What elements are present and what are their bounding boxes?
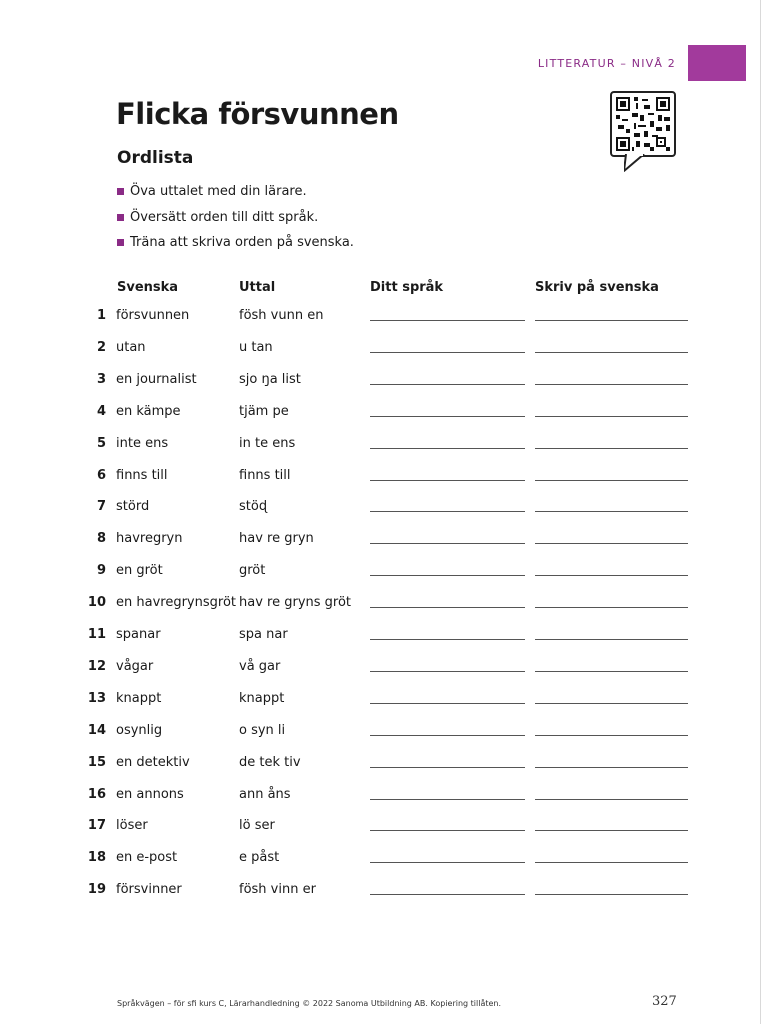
pronunciation: hav re gryns gröt — [239, 595, 352, 611]
row-number: 17 — [87, 818, 106, 834]
swedish-word: utan — [116, 339, 146, 355]
write-line-ditt-sprak[interactable] — [370, 735, 525, 736]
column-header-svenska: Svenska — [117, 280, 179, 295]
row-number: 9 — [96, 563, 106, 579]
swedish-word: en detektiv — [116, 754, 190, 770]
pronunciation: gröt — [239, 563, 266, 579]
swedish-word: spanar — [116, 627, 161, 642]
row-number: 18 — [87, 850, 106, 866]
swedish-word: en gröt — [116, 563, 163, 579]
write-line-ditt-sprak[interactable] — [370, 639, 525, 640]
table-row — [0, 396, 768, 428]
write-line-ditt-sprak[interactable] — [370, 671, 525, 672]
table-row — [0, 523, 768, 555]
write-line-svenska[interactable] — [535, 862, 688, 863]
row-number: 14 — [87, 722, 106, 738]
table-row — [0, 460, 768, 492]
swedish-word: en annons — [116, 786, 184, 802]
table-row — [0, 683, 768, 715]
write-line-svenska[interactable] — [535, 480, 688, 481]
section-heading: Ordlista — [117, 148, 194, 168]
write-line-ditt-sprak[interactable] — [370, 543, 525, 544]
bullet-icon — [117, 214, 124, 221]
pronunciation: de tek tiv — [239, 754, 301, 770]
swedish-word: vågar — [116, 658, 154, 674]
row-number: 11 — [87, 627, 106, 642]
swedish-word: löser — [116, 818, 148, 834]
table-row — [0, 810, 768, 842]
write-line-svenska[interactable] — [535, 607, 688, 608]
row-number: 3 — [96, 371, 106, 387]
write-line-ditt-sprak[interactable] — [370, 448, 525, 449]
write-line-svenska[interactable] — [535, 639, 688, 640]
instruction-item: Översätt orden till ditt språk. — [117, 205, 354, 231]
row-number: 2 — [96, 339, 106, 355]
swedish-word: en havregrynsgröt — [116, 595, 236, 611]
row-number: 15 — [87, 754, 106, 770]
table-row — [0, 332, 768, 364]
table-row — [0, 651, 768, 683]
pronunciation: ann åns — [239, 786, 291, 802]
section-label: LITTERATUR – NIVÅ 2 — [537, 57, 676, 70]
write-line-svenska[interactable] — [535, 830, 688, 831]
pronunciation: in te ens — [239, 435, 296, 451]
swedish-word: försvunnen — [116, 308, 190, 323]
swedish-word: en journalist — [116, 371, 197, 387]
write-line-ditt-sprak[interactable] — [370, 575, 525, 576]
row-number: 7 — [96, 499, 106, 515]
table-row — [0, 619, 768, 651]
row-number: 12 — [87, 658, 106, 674]
write-line-svenska[interactable] — [535, 384, 688, 385]
row-number: 16 — [87, 786, 106, 802]
swedish-word: osynlig — [116, 722, 163, 738]
write-line-svenska[interactable] — [535, 894, 688, 895]
table-row — [0, 364, 768, 396]
swedish-word: finns till — [116, 467, 168, 483]
pronunciation: tjäm pe — [239, 403, 289, 419]
table-row — [0, 747, 768, 779]
swedish-word: havregryn — [116, 531, 183, 547]
write-line-svenska[interactable] — [535, 671, 688, 672]
pronunciation: vå gar — [239, 658, 281, 674]
page-title: Flicka försvunnen — [116, 97, 399, 131]
table-row — [0, 300, 768, 332]
pronunciation: lö ser — [239, 818, 275, 834]
pronunciation: o syn li — [239, 722, 286, 738]
speech-bubble-tail-icon — [624, 154, 648, 172]
pronunciation: finns till — [239, 467, 291, 483]
write-line-svenska[interactable] — [535, 767, 688, 768]
table-row — [0, 779, 768, 811]
table-row — [0, 428, 768, 460]
pronunciation: spa nar — [239, 627, 288, 642]
qr-code-frame — [610, 91, 676, 157]
qr-code-icon[interactable] — [610, 91, 676, 171]
table-row — [0, 491, 768, 523]
write-line-ditt-sprak[interactable] — [370, 862, 525, 863]
write-line-svenska[interactable] — [535, 352, 688, 353]
column-header-ditt-sprak: Ditt språk — [370, 280, 444, 295]
row-number: 6 — [96, 467, 106, 483]
row-number: 4 — [96, 403, 106, 419]
table-row — [0, 874, 768, 906]
write-line-svenska[interactable] — [535, 511, 688, 512]
row-number: 5 — [96, 435, 106, 451]
footer-credit: Språkvägen – för sfi kurs C, Lärarhandledning © 2022 Sanoma Utbildning AB. Kopiering tillåten. — [117, 999, 502, 1008]
column-header-skriv: Skriv på svenska — [535, 280, 659, 295]
swedish-word: en e-post — [116, 850, 178, 866]
write-line-svenska[interactable] — [535, 703, 688, 704]
pronunciation: e påst — [239, 850, 280, 866]
row-number: 1 — [96, 308, 106, 323]
write-line-ditt-sprak[interactable] — [370, 830, 525, 831]
write-line-ditt-sprak[interactable] — [370, 352, 525, 353]
row-number: 13 — [87, 690, 106, 706]
pronunciation: u tan — [239, 339, 273, 355]
bullet-icon — [117, 239, 124, 246]
table-row — [0, 715, 768, 747]
page-number: 327 — [652, 994, 677, 1009]
write-line-ditt-sprak[interactable] — [370, 384, 525, 385]
instruction-item: Öva uttalet med din lärare. — [117, 179, 354, 205]
write-line-ditt-sprak[interactable] — [370, 320, 525, 321]
instruction-item: Träna att skriva orden på svenska. — [117, 230, 354, 256]
write-line-ditt-sprak[interactable] — [370, 511, 525, 512]
write-line-ditt-sprak[interactable] — [370, 416, 525, 417]
bullet-icon — [117, 188, 124, 195]
pronunciation: fösh vunn en — [239, 308, 324, 323]
pronunciation: knappt — [239, 690, 285, 706]
write-line-svenska[interactable] — [535, 543, 688, 544]
write-line-ditt-sprak[interactable] — [370, 767, 525, 768]
table-row — [0, 587, 768, 619]
write-line-ditt-sprak[interactable] — [370, 703, 525, 704]
table-row — [0, 555, 768, 587]
column-header-uttal: Uttal — [239, 280, 276, 295]
write-line-svenska[interactable] — [535, 448, 688, 449]
pronunciation: stöɖ — [239, 499, 268, 515]
swedish-word: störd — [116, 499, 150, 515]
swedish-word: försvinner — [116, 882, 182, 898]
row-number: 10 — [87, 595, 106, 611]
pronunciation: hav re gryn — [239, 531, 314, 547]
qr-pattern-icon — [616, 97, 670, 151]
row-number: 19 — [87, 882, 106, 898]
write-line-svenska[interactable] — [535, 320, 688, 321]
swedish-word: knappt — [116, 690, 162, 706]
write-line-ditt-sprak[interactable] — [370, 607, 525, 608]
pronunciation: sjo ŋa list — [239, 371, 301, 387]
instruction-list — [117, 179, 354, 256]
swedish-word: en kämpe — [116, 403, 181, 419]
swedish-word: inte ens — [116, 435, 169, 451]
table-row — [0, 842, 768, 874]
write-line-ditt-sprak[interactable] — [370, 894, 525, 895]
write-line-svenska[interactable] — [535, 416, 688, 417]
pronunciation: fösh vinn er — [239, 882, 316, 898]
write-line-svenska[interactable] — [535, 575, 688, 576]
write-line-ditt-sprak[interactable] — [370, 480, 525, 481]
write-line-ditt-sprak[interactable] — [370, 799, 525, 800]
row-number: 8 — [96, 531, 106, 547]
section-color-tab — [688, 45, 746, 81]
write-line-svenska[interactable] — [535, 799, 688, 800]
write-line-svenska[interactable] — [535, 735, 688, 736]
